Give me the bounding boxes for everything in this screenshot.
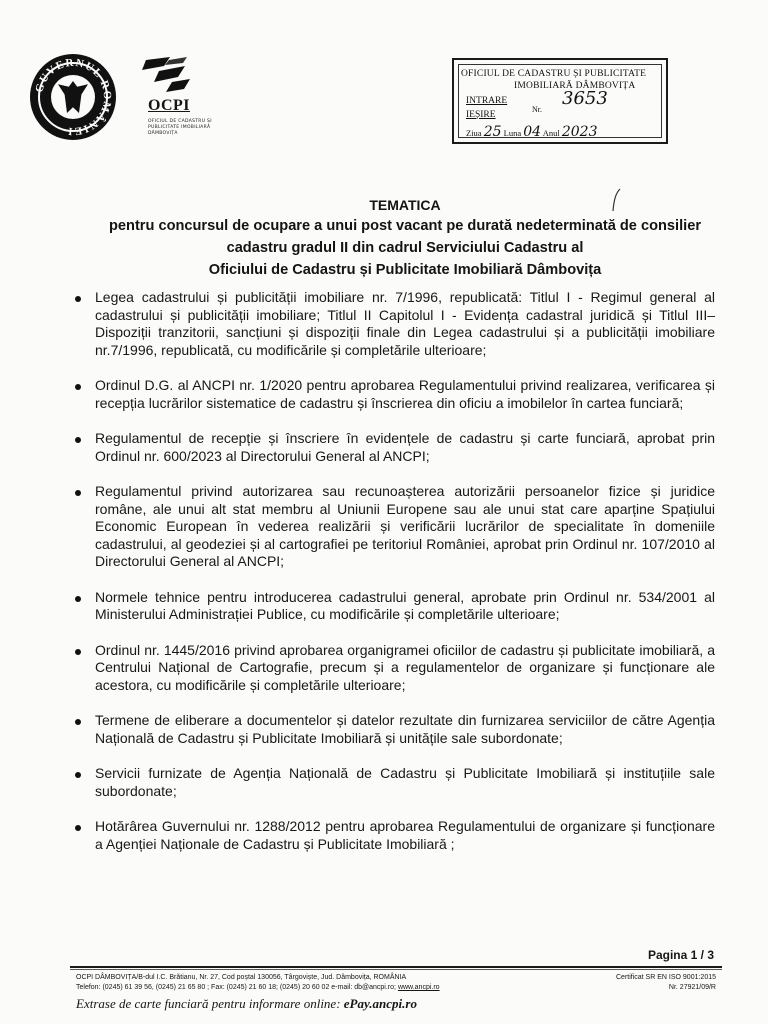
document-subtitle-line-2: cadastru gradul II din cadrul Serviciului Cadastru al <box>226 240 584 256</box>
topic-item <box>75 289 715 359</box>
stamp-number-label: Nr. <box>532 105 542 114</box>
topic-item <box>75 765 715 800</box>
topic-text: Termene de eliberare a documentelor și datelor rezultate din furnizarea serviciilor de către Agenția Națională de Cadastru și Publicitate Imobiliară și unitățile sale subordonate; <box>95 712 715 746</box>
ocpi-name: OCPI <box>148 97 190 114</box>
epay-link[interactable]: ePay.ancpi.ro <box>343 996 417 1011</box>
footer-rule-secondary <box>70 969 722 970</box>
ocpi-logo <box>140 55 220 155</box>
stamp-day-value: 25 <box>483 124 502 140</box>
document-heading <box>60 196 750 281</box>
topic-text: Hotărârea Guvernului nr. 1288/2012 pentru aprobarea Regulamentului de organizare și funcționare a Agenției Naționale de Cadastru și Publicitate Imobiliară ; <box>95 818 715 852</box>
stamp-month-label: Luna <box>503 128 522 138</box>
bullet-icon <box>75 490 81 496</box>
stamp-month-value: 04 <box>523 124 542 140</box>
epay-notice <box>76 996 417 1012</box>
footer-address-row <box>76 974 716 981</box>
footer-address: OCPI DÂMBOVIȚA/B-dul I.C. Brătianu, Nr. 27, Cod poștal 130056, Târgoviște, Jud. Dâmbovița, ROMÂNIA <box>76 974 407 981</box>
bullet-icon <box>75 596 81 602</box>
footer-contact-row <box>76 984 716 991</box>
ocpi-logo-icon <box>142 55 192 93</box>
page-indicator: Pagina 1 / 3 <box>647 948 714 962</box>
topic-item <box>75 430 715 465</box>
stamp-year-value: 2023 <box>561 124 598 140</box>
registry-stamp <box>452 58 668 144</box>
bullet-icon <box>75 772 81 778</box>
topic-item <box>75 377 715 412</box>
bullet-icon <box>75 719 81 725</box>
document-title: TEMATICA <box>369 197 441 213</box>
document-subtitle-line-3: Oficiului de Cadastru și Publicitate Imobiliară Dâmbovița <box>208 262 602 278</box>
stamp-entry-label: INTRARE <box>466 96 508 106</box>
topic-item <box>75 483 715 571</box>
document-subtitle-line-1: pentru concursul de ocupare a unui post vacant pe durată nedeterminată de consilier <box>109 218 701 234</box>
footer-rule <box>70 966 722 968</box>
seal-text-icon <box>30 54 116 140</box>
stamp-exit-label: IEȘIRE <box>466 110 496 120</box>
topic-text: Regulamentul privind autorizarea sau recunoașterea autorizării persoanelor fizice și juridice române, ale unui alt stat membru al Uniunii Europene sau ale unui stat care aparține Spațiului Economic European în vederea realizării și verificării lucrărilor de specialitate în domeniile cadastrului, al geodeziei și al cartografiei pe teritoriul României, aprobat prin Ordinul nr. 107/2010 al Directorului General al ANCPI; <box>95 483 715 569</box>
topic-text: Regulamentul de recepție și înscriere în evidențele de cadastru și carte funciară, aprobat prin Ordinul nr. 600/2023 al Directorului General al ANCPI; <box>95 430 715 464</box>
topic-text: Ordinul nr. 1445/2016 privind aprobarea organigramei oficiilor de cadastru și publicitate imobiliară, a Centrului Național de Cartografie, precum și a regulamentelor de organizare și funcționare ale acestora, cu modificările și completările ulterioare; <box>95 641 715 693</box>
topic-item <box>75 818 715 853</box>
topic-list <box>75 289 715 871</box>
bullet-icon <box>75 825 81 831</box>
topic-item <box>75 589 715 624</box>
stamp-office-line-2: IMOBILIARĂ DÂMBOVIȚA <box>514 81 636 91</box>
topic-text: Normele tehnice pentru introducerea cadastrului general, aprobate prin Ordinul nr. 534/2001 al Ministerului Administrației Publice, cu modificările și completările ulterioare; <box>95 588 715 622</box>
stamp-day-label: Ziua <box>466 128 482 138</box>
stamp-date <box>466 124 598 140</box>
epay-text: Extrase de carte funciară pentru informare online: <box>76 996 341 1011</box>
topic-text: Servicii furnizate de Agenția Națională de Cadastru și Publicitate Imobiliară și instituțiile sale subordonate; <box>95 765 715 799</box>
footer-certificate-number: Nr. 27921/09/R <box>668 984 716 991</box>
footer-certificate: Certificat SR EN ISO 9001:2015 <box>616 974 716 981</box>
topic-text: Ordinul D.G. al ANCPI nr. 1/2020 pentru aprobarea Regulamentului privind realizarea, verificarea și recepția lucrărilor sistematice de cadastru și înscrierea din oficiu a imobilelor în cartea funciară; <box>95 377 715 411</box>
topic-item <box>75 642 715 695</box>
bullet-icon <box>75 296 81 302</box>
government-seal <box>30 54 116 140</box>
bullet-icon <box>75 649 81 655</box>
bullet-icon <box>75 384 81 390</box>
ocpi-subtitle: OFICIUL DE CADASTRU ȘI PUBLICITATE IMOBILIARĂ DÂMBOVIȚA <box>148 119 212 136</box>
stamp-number-value: 3653 <box>562 88 608 109</box>
svg-text:GUVERNUL ROMÂNIEI: GUVERNUL ROMÂNIEI <box>33 56 114 138</box>
stamp-year-label: Anul <box>542 128 560 138</box>
footer-contact <box>76 984 440 991</box>
footer-contact-text: Telefon: (0245) 61 39 56, (0245) 21 65 80 ; Fax: (0245) 21 60 18; (0245) 20 60 02 e-mail: db@ancpi.ro; <box>76 984 396 991</box>
topic-item <box>75 712 715 747</box>
bullet-icon <box>75 437 81 443</box>
stamp-office-line-1: OFICIUL DE CADASTRU ȘI PUBLICITATE <box>461 69 647 79</box>
footer-website-link[interactable]: www.ancpi.ro <box>397 984 440 991</box>
topic-text: Legea cadastrului și publicității imobiliare nr. 7/1996, republicată: Titlul I - Regimul general al cadastrului și publicității imobiliare; Titlul II Capitolul I - Evidența cadastral juridică și Titlul III– Dispoziții tranzitorii, sancțiuni și dispoziții finale din Legea cadastrului și a publicității imobiliare nr.7/1996, republicată, cu modificările și completările ulterioare; <box>95 289 715 358</box>
